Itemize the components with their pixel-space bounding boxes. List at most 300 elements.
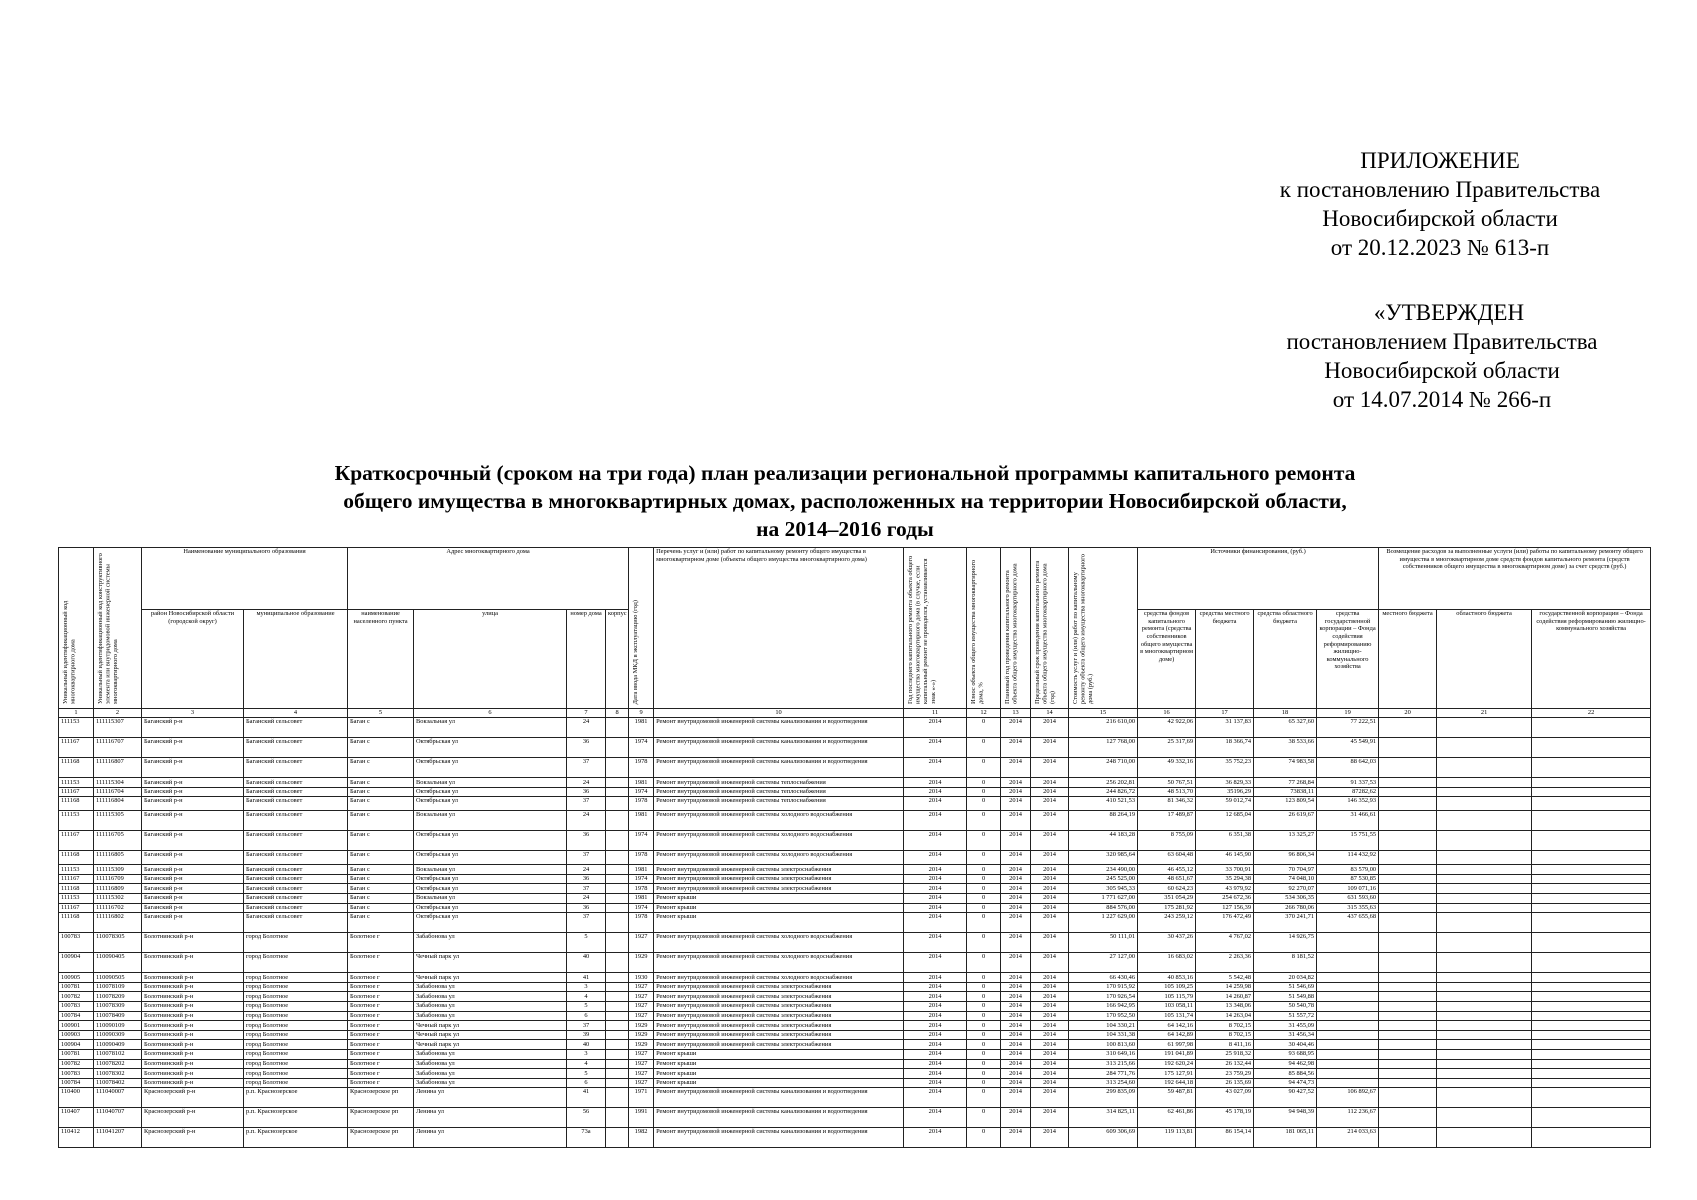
table-cell: 1 771 627,00: [1069, 893, 1138, 903]
table-cell: 123 809,54: [1254, 797, 1317, 811]
table-cell: 2014: [904, 718, 967, 738]
table-cell: р.п. Краснозерское: [244, 1108, 348, 1128]
table-cell: 0: [967, 1040, 1001, 1050]
table-cell: 24: [567, 778, 606, 788]
header-text: Уникальный идентификационный код многоквартирного дома: [62, 600, 77, 704]
table-cell: 60 624,23: [1138, 884, 1196, 894]
table-cell: 2014: [1031, 851, 1069, 865]
table-cell: Ремонт внутридомовой инженерной системы электроснабжения: [654, 884, 904, 894]
table-cell: Ремонт внутридомовой инженерной системы теплоснабжения: [654, 787, 904, 797]
table-cell: 2014: [1001, 1049, 1031, 1059]
header-text: Уникальный идентификационный код конструктивного элемента или внутридомовой инженерной системы многоквартирного дома: [97, 553, 120, 704]
table-cell: город Болотное: [244, 1078, 348, 1088]
table-cell: 2014: [904, 1001, 967, 1011]
header-cell: [1031, 548, 1069, 709]
header-text: Износ объекта общего имущества многоквартирного дома, %: [970, 559, 985, 704]
table-row: [59, 778, 1651, 788]
table-cell: 43 979,92: [1196, 884, 1254, 894]
table-cell: Баган с: [348, 758, 414, 778]
table-cell: Баган с: [348, 718, 414, 738]
table-row: [59, 758, 1651, 778]
table-cell: [1379, 973, 1437, 983]
table-cell: [1532, 953, 1651, 973]
table-cell: [1437, 811, 1532, 831]
table-cell: Болотное г: [348, 982, 414, 992]
table-cell: Баганский р-н: [142, 811, 244, 831]
table-cell: 8 702,15: [1196, 1030, 1254, 1040]
table-cell: [606, 718, 629, 738]
table-cell: 111167: [59, 738, 94, 758]
table-cell: 0: [967, 831, 1001, 851]
table-cell: 2014: [1031, 831, 1069, 851]
table-cell: 2014: [904, 797, 967, 811]
table-cell: Ремонт внутридомовой инженерной системы канализования и водоотведения: [654, 758, 904, 778]
plan-table-container: [58, 547, 1650, 1148]
table-cell: 0: [967, 933, 1001, 953]
table-cell: 2014: [904, 903, 967, 913]
table-cell: 2014: [904, 933, 967, 953]
table-row: [59, 1049, 1651, 1059]
table-cell: [1379, 903, 1437, 913]
table-cell: 2014: [1031, 1011, 1069, 1021]
table-cell: 111153: [59, 778, 94, 788]
table-cell: 37: [567, 758, 606, 778]
header-group-finance: Источники финансирования, (руб.): [1138, 548, 1379, 610]
table-cell: 110078409: [94, 1011, 142, 1021]
table-cell: 0: [967, 718, 1001, 738]
table-cell: 284 771,76: [1069, 1069, 1138, 1079]
table-cell: [606, 865, 629, 875]
table-cell: [1317, 992, 1379, 1002]
table-cell: 0: [967, 1049, 1001, 1059]
table-cell: 0: [967, 1088, 1001, 1108]
table-cell: Болотнинский р-н: [142, 1049, 244, 1059]
table-cell: [1437, 884, 1532, 894]
column-number-cell: 21: [1437, 709, 1532, 718]
table-cell: 437 655,68: [1317, 913, 1379, 933]
table-cell: 25 317,69: [1138, 738, 1196, 758]
table-cell: город Болотное: [244, 1030, 348, 1040]
table-cell: Баганский р-н: [142, 874, 244, 884]
table-cell: 2014: [1031, 797, 1069, 811]
table-cell: 2014: [1031, 973, 1069, 983]
table-cell: Ремонт внутридомовой инженерной системы канализования и водоотведения: [654, 1088, 904, 1108]
table-cell: 56: [567, 1108, 606, 1128]
table-cell: Вокзальная ул: [414, 811, 567, 831]
table-cell: 37: [567, 913, 606, 933]
table-cell: 110090109: [94, 1021, 142, 1031]
table-cell: [1532, 982, 1651, 992]
table-cell: 110090505: [94, 973, 142, 983]
table-cell: Болотнинский р-н: [142, 1059, 244, 1069]
table-cell: Ремонт внутридомовой инженерной системы электроснабжения: [654, 1040, 904, 1050]
table-cell: Баганский р-н: [142, 893, 244, 903]
table-cell: Баганский р-н: [142, 787, 244, 797]
header-cell: номер дома: [567, 610, 606, 709]
table-cell: [1379, 992, 1437, 1002]
table-cell: 110090309: [94, 1030, 142, 1040]
table-row: [59, 884, 1651, 894]
table-cell: 2014: [1001, 893, 1031, 903]
table-cell: [1532, 811, 1651, 831]
table-cell: [1317, 982, 1379, 992]
table-cell: 37: [567, 851, 606, 865]
table-cell: Баганский сельсовет: [244, 893, 348, 903]
table-cell: [1437, 1030, 1532, 1040]
table-cell: Баганский р-н: [142, 758, 244, 778]
table-cell: Болотнинский р-н: [142, 1011, 244, 1021]
table-cell: 234 490,00: [1069, 865, 1138, 875]
table-cell: 2014: [904, 1078, 967, 1088]
table-cell: 2014: [1001, 1021, 1031, 1031]
table-cell: [1379, 1069, 1437, 1079]
table-cell: [606, 953, 629, 973]
table-cell: Ремонт внутридомовой инженерной системы электроснабжения: [654, 1011, 904, 1021]
table-cell: 1927: [629, 1001, 654, 1011]
approved-block: [1232, 298, 1652, 414]
table-cell: Болотнинский р-н: [142, 992, 244, 1002]
table-cell: Ремонт внутридомовой инженерной системы холодного водоснабжения: [654, 831, 904, 851]
table-cell: 4: [567, 992, 606, 1002]
table-cell: [1379, 982, 1437, 992]
table-cell: 170 915,92: [1069, 982, 1138, 992]
header-text: Предельный срок проведения капитального ремонта объекта общего имущества многоквартирного дома (год): [1034, 560, 1057, 704]
table-cell: [1532, 1059, 1651, 1069]
table-cell: Болотнинский р-н: [142, 1021, 244, 1031]
table-cell: 1929: [629, 953, 654, 973]
table-cell: 2014: [1031, 1021, 1069, 1031]
table-cell: 1974: [629, 903, 654, 913]
table-cell: 90 427,52: [1254, 1088, 1317, 1108]
table-cell: Краснозерское рп: [348, 1128, 414, 1148]
table-cell: [1379, 953, 1437, 973]
table-cell: 110407: [59, 1108, 94, 1128]
table-cell: 105 115,79: [1138, 992, 1196, 1002]
table-cell: [1317, 1021, 1379, 1031]
table-cell: 170 952,50: [1069, 1011, 1138, 1021]
table-cell: [1532, 1128, 1651, 1148]
table-cell: [1317, 973, 1379, 983]
table-cell: 2014: [904, 1049, 967, 1059]
table-cell: 81 346,32: [1138, 797, 1196, 811]
table-cell: 3: [567, 982, 606, 992]
table-cell: Октябрьская ул: [414, 787, 567, 797]
table-cell: [1379, 738, 1437, 758]
table-cell: [1532, 1001, 1651, 1011]
table-cell: Чечный парк ул: [414, 1021, 567, 1031]
table-cell: 8 755,09: [1138, 831, 1196, 851]
table-cell: Баганский р-н: [142, 903, 244, 913]
table-cell: 111116707: [94, 738, 142, 758]
table-cell: 2014: [904, 973, 967, 983]
column-number-cell: 9: [629, 709, 654, 718]
table-cell: 66 430,46: [1069, 973, 1138, 983]
table-cell: 1978: [629, 884, 654, 894]
table-cell: 48 651,67: [1138, 874, 1196, 884]
table-cell: 86 154,14: [1196, 1128, 1254, 1148]
table-cell: [606, 874, 629, 884]
column-number-cell: 3: [142, 709, 244, 718]
table-cell: 110078302: [94, 1069, 142, 1079]
table-cell: Октябрьская ул: [414, 903, 567, 913]
table-cell: 36: [567, 874, 606, 884]
table-cell: Октябрьская ул: [414, 831, 567, 851]
table-cell: 26 619,67: [1254, 811, 1317, 831]
table-cell: Ремонт крыши: [654, 1049, 904, 1059]
table-cell: 36: [567, 903, 606, 913]
table-cell: [1437, 1108, 1532, 1128]
column-number-cell: 15: [1069, 709, 1138, 718]
table-cell: 351 054,29: [1138, 893, 1196, 903]
header-group-address: Адрес многоквартирного дома: [348, 548, 629, 610]
table-cell: 111115302: [94, 893, 142, 903]
table-cell: [1532, 758, 1651, 778]
table-cell: 111116807: [94, 758, 142, 778]
table-cell: 254 672,36: [1196, 893, 1254, 903]
table-cell: Болотное г: [348, 1030, 414, 1040]
table-cell: 36: [567, 831, 606, 851]
table-cell: 111116704: [94, 787, 142, 797]
table-cell: Баганский сельсовет: [244, 778, 348, 788]
column-number-cell: 4: [244, 709, 348, 718]
table-cell: 2014: [904, 865, 967, 875]
table-cell: [1437, 718, 1532, 738]
table-row: [59, 1040, 1651, 1050]
table-cell: Ремонт внутридомовой инженерной системы канализования и водоотведения: [654, 1128, 904, 1148]
table-cell: 305 945,33: [1069, 884, 1138, 894]
table-cell: 110078305: [94, 933, 142, 953]
table-cell: 110078402: [94, 1078, 142, 1088]
table-cell: 51 557,72: [1254, 1011, 1317, 1021]
table-cell: 111167: [59, 903, 94, 913]
table-cell: Болотное г: [348, 1049, 414, 1059]
table-cell: [1532, 903, 1651, 913]
table-cell: 105 109,25: [1138, 982, 1196, 992]
table-cell: 0: [967, 893, 1001, 903]
table-cell: город Болотное: [244, 1069, 348, 1079]
table-cell: 266 780,06: [1254, 903, 1317, 913]
table-cell: 1927: [629, 933, 654, 953]
appendix-line: Новосибирской области: [1322, 206, 1558, 231]
table-cell: [1379, 758, 1437, 778]
table-row: [59, 1059, 1651, 1069]
table-cell: [1379, 787, 1437, 797]
table-cell: 2014: [1031, 778, 1069, 788]
header-cell: средства государственной корпорации – Фонда содействия реформированию жилищно-коммунального хозяйства: [1317, 610, 1379, 709]
table-cell: [606, 992, 629, 1002]
table-cell: 41: [567, 973, 606, 983]
table-cell: 112 236,67: [1317, 1108, 1379, 1128]
table-cell: 299 835,09: [1069, 1088, 1138, 1108]
table-cell: 110078202: [94, 1059, 142, 1069]
table-cell: [606, 973, 629, 983]
table-cell: 0: [967, 778, 1001, 788]
table-cell: 8 411,16: [1196, 1040, 1254, 1050]
table-cell: [1379, 797, 1437, 811]
table-cell: Болотное г: [348, 1059, 414, 1069]
table-cell: Болотное г: [348, 1021, 414, 1031]
table-cell: р.п. Краснозерское: [244, 1128, 348, 1148]
table-cell: Октябрьская ул: [414, 874, 567, 884]
table-cell: 2014: [1001, 1040, 1031, 1050]
table-cell: 5: [567, 933, 606, 953]
table-cell: 36 829,33: [1196, 778, 1254, 788]
table-cell: 1974: [629, 874, 654, 884]
table-cell: 110078209: [94, 992, 142, 1002]
table-cell: Баганский сельсовет: [244, 831, 348, 851]
table-cell: 2014: [904, 1059, 967, 1069]
table-cell: 109 071,16: [1317, 884, 1379, 894]
header-text: Плановый год проведения капитального ремонта объекта общего имущества многоквартирного дома: [1004, 563, 1019, 704]
appendix-line: ПРИЛОЖЕНИЕ: [1360, 148, 1520, 173]
table-cell: 44 183,28: [1069, 831, 1138, 851]
table-cell: [1437, 797, 1532, 811]
table-cell: [1379, 1030, 1437, 1040]
table-cell: [1379, 893, 1437, 903]
table-cell: 39: [567, 1030, 606, 1040]
table-cell: 1982: [629, 1128, 654, 1148]
table-cell: Баган с: [348, 893, 414, 903]
table-cell: город Болотное: [244, 1021, 348, 1031]
table-cell: город Болотное: [244, 933, 348, 953]
table-cell: [606, 831, 629, 851]
table-cell: Болотное г: [348, 1011, 414, 1021]
table-cell: [1437, 903, 1532, 913]
table-cell: город Болотное: [244, 973, 348, 983]
table-cell: [1437, 874, 1532, 884]
table-cell: 534 306,35: [1254, 893, 1317, 903]
header-cell: [1069, 548, 1138, 709]
table-cell: [1379, 718, 1437, 738]
table-cell: 23 759,29: [1196, 1069, 1254, 1079]
table-cell: 0: [967, 903, 1001, 913]
table-cell: Краснозерский р-н: [142, 1088, 244, 1108]
table-cell: 0: [967, 884, 1001, 894]
column-number-cell: 16: [1138, 709, 1196, 718]
table-cell: Баганский сельсовет: [244, 787, 348, 797]
table-cell: 0: [967, 811, 1001, 831]
table-cell: 20 034,82: [1254, 973, 1317, 983]
table-cell: [1317, 1001, 1379, 1011]
table-cell: 410 521,53: [1069, 797, 1138, 811]
table-cell: 2014: [1031, 1059, 1069, 1069]
table-cell: [606, 758, 629, 778]
table-cell: 2014: [1001, 1011, 1031, 1021]
table-cell: 0: [967, 1001, 1001, 1011]
table-cell: 13 325,27: [1254, 831, 1317, 851]
table-cell: [1532, 797, 1651, 811]
table-cell: 111115305: [94, 811, 142, 831]
table-cell: 176 472,49: [1196, 913, 1254, 933]
table-cell: 248 710,00: [1069, 758, 1138, 778]
table-cell: 2014: [1031, 1049, 1069, 1059]
table-cell: [1532, 1040, 1651, 1050]
table-cell: Баганский сельсовет: [244, 874, 348, 884]
table-cell: 0: [967, 1108, 1001, 1128]
header-text: Год последнего капитального ремонта объекта общего имущества многоквартирного дома (в случае, если капитальный ремонт не проводился, устанавливается знак «-»): [907, 555, 937, 704]
table-cell: [1437, 758, 1532, 778]
table-cell: Баган с: [348, 831, 414, 851]
table-cell: 111040007: [94, 1088, 142, 1108]
table-cell: Ремонт крыши: [654, 893, 904, 903]
table-cell: Баган с: [348, 874, 414, 884]
table-cell: 40: [567, 953, 606, 973]
table-cell: Баганский сельсовет: [244, 903, 348, 913]
table-cell: Октябрьская ул: [414, 913, 567, 933]
table-cell: Болотнинский р-н: [142, 933, 244, 953]
table-cell: 609 306,69: [1069, 1128, 1138, 1148]
table-cell: [1437, 831, 1532, 851]
table-cell: 170 926,54: [1069, 992, 1138, 1002]
table-cell: [1437, 1001, 1532, 1011]
table-cell: 2014: [1001, 787, 1031, 797]
table-cell: Ремонт внутридомовой инженерной системы электроснабжения: [654, 992, 904, 1002]
table-cell: 2014: [1031, 903, 1069, 913]
table-cell: [606, 851, 629, 865]
table-cell: [1437, 1040, 1532, 1050]
table-cell: 100903: [59, 1030, 94, 1040]
table-cell: 313 215,66: [1069, 1059, 1138, 1069]
table-cell: 64 142,16: [1138, 1021, 1196, 1031]
table-cell: 313 254,60: [1069, 1078, 1138, 1088]
table-cell: 31 455,09: [1254, 1021, 1317, 1031]
table-cell: 2014: [1031, 913, 1069, 933]
table-cell: Баганский р-н: [142, 884, 244, 894]
table-cell: 1974: [629, 787, 654, 797]
table-cell: 2014: [1031, 865, 1069, 875]
table-cell: Баганский р-н: [142, 913, 244, 933]
plan-table: [58, 547, 1651, 1148]
table-cell: Баган с: [348, 778, 414, 788]
table-cell: 1978: [629, 851, 654, 865]
table-cell: [1379, 1059, 1437, 1069]
table-cell: Баган с: [348, 811, 414, 831]
table-cell: 2014: [1001, 738, 1031, 758]
table-cell: 1991: [629, 1108, 654, 1128]
table-cell: [1532, 992, 1651, 1002]
table-cell: Болотнинский р-н: [142, 982, 244, 992]
table-cell: 216 610,00: [1069, 718, 1138, 738]
table-cell: Ремонт внутридомовой инженерной системы холодного водоснабжения: [654, 811, 904, 831]
table-cell: 104 330,21: [1069, 1021, 1138, 1031]
table-cell: 111153: [59, 865, 94, 875]
table-cell: Краснозерский р-н: [142, 1108, 244, 1128]
table-cell: 310 649,16: [1069, 1049, 1138, 1059]
document-title: [220, 459, 1470, 543]
table-cell: Болотное г: [348, 1040, 414, 1050]
table-cell: [1437, 1049, 1532, 1059]
table-cell: 111115309: [94, 865, 142, 875]
table-cell: 5 542,48: [1196, 973, 1254, 983]
table-cell: [1317, 1040, 1379, 1050]
table-cell: [606, 1040, 629, 1050]
table-cell: 110078109: [94, 982, 142, 992]
table-cell: Болотное г: [348, 992, 414, 1002]
table-cell: 104 331,38: [1069, 1030, 1138, 1040]
table-cell: 0: [967, 1030, 1001, 1040]
table-cell: [1379, 1108, 1437, 1128]
table-cell: Ремонт внутридомовой инженерной системы теплоснабжения: [654, 797, 904, 811]
table-cell: Ремонт внутридомовой инженерной системы электроснабжения: [654, 982, 904, 992]
table-cell: 111153: [59, 718, 94, 738]
table-cell: [606, 884, 629, 894]
table-cell: Болотнинский р-н: [142, 1030, 244, 1040]
table-cell: 87 530,85: [1317, 874, 1379, 884]
table-cell: 2014: [1001, 1059, 1031, 1069]
table-cell: Болотное г: [348, 1069, 414, 1079]
table-cell: 146 352,93: [1317, 797, 1379, 811]
appendix-block: [1230, 146, 1650, 262]
